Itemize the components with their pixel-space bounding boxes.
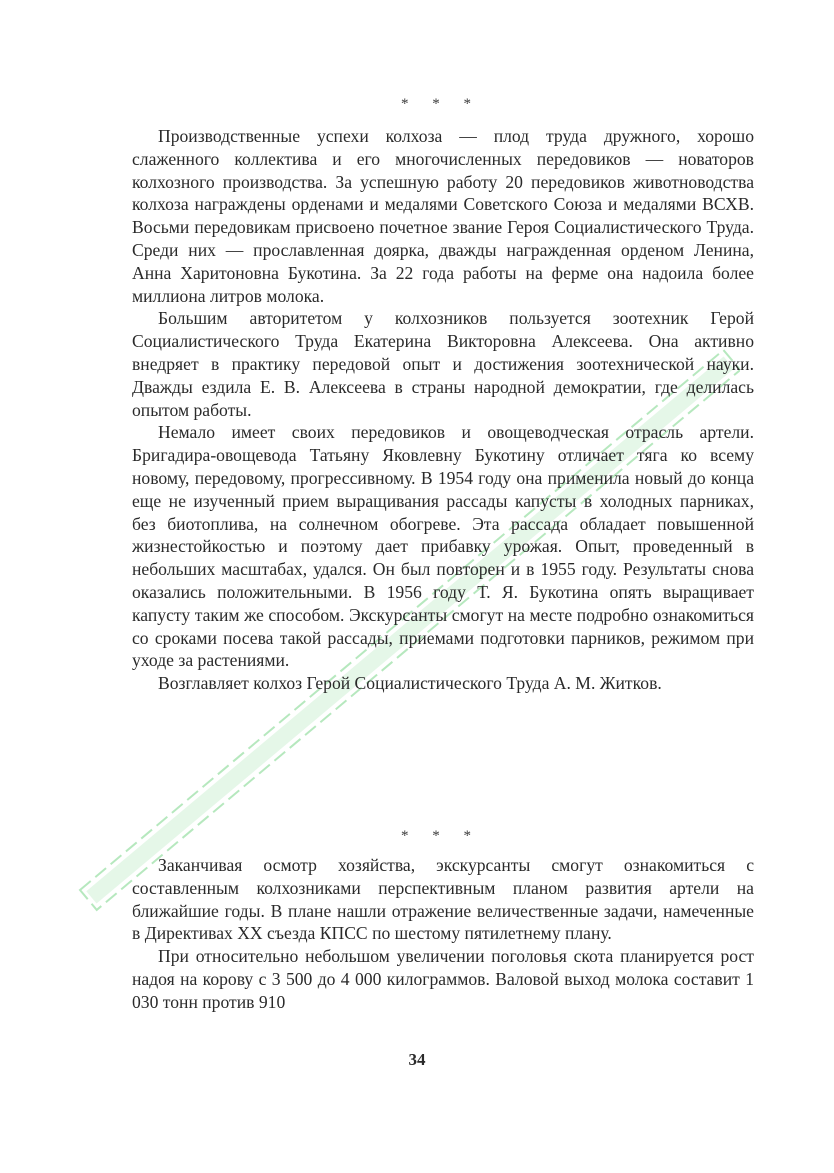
text-block-2 (132, 854, 754, 1014)
paragraph: Возглавляет колхоз Герой Социалистического Труда А. М. Житков. (158, 673, 662, 694)
paragraph: При относительно небольшом увеличении поголовья скота планируется рост надоя на корову с 3 500 до 4 000 килограммов. Валовой выход молока составит 1 030 тонн против 910 (132, 946, 754, 1012)
page-number: 34 (408, 1050, 426, 1069)
paragraph: Заканчивая осмотр хозяйства, экскурсанты смогут ознакомиться с составленным колхозниками перспективным планом развития артели на ближайшие годы. В плане нашли отражение величественные задачи, намеченные в Директивах XX съезда КПСС по шестому пятилетнему плану. (132, 855, 754, 944)
paragraph: Большим авторитетом у колхозников пользуется зоотехник Герой Социалистического Труда Екатерина Викторовна Алексеева. Она активно внедряет в практику передовой опыт и достижения зоотехнической науки. Дважды ездила Е. В. Алексеева в страны народной демократии, где делилась опытом работы. (132, 308, 754, 420)
paragraph: Немало имеет своих передовиков и овощеводческая отрасль артели. Бригадира-овощевода Татьяну Яковлевну Букотину отличает тяга ко всему новому, передовому, прогрессивному. В 1954 году она применила новый до конца еще не изученный прием выращивания рассады капусты в холодных парниках, без биотоплива, на солнечном обогреве. Эта рассада обладает повышенной жизнестойкостью и поэтому дает прибавку урожая. Опыт, проведенный в небольших масштабах, удался. Он был повторен и в 1955 году. Результаты снова оказались положительными. В 1956 году Т. Я. Букотина опять выращивает капусту таким же способом. Экскурсанты смогут на месте подробно ознакомиться со сроками посева такой рассады, приемами подготовки парников, режимом при уходе за растениями. (132, 422, 754, 671)
text-block-1 (132, 125, 754, 695)
paragraph: Производственные успехи колхоза — плод труда дружного, хорошо слаженного коллектива и его многочисленных передовиков — новаторов колхозного производства. За успешную работу 20 передовиков животноводства колхоза награждены орденами и медалями Советского Союза и медалями ВСХВ. Восьми передовикам присвоено почетное звание Героя Социалистического Труда. Среди них — прославленная доярка, дважды награжденная орденом Ленина, Анна Харитоновна Букотина. За 22 года работы на ферме она надоила более миллиона литров молока. (132, 126, 754, 306)
section-separator-top: * * * (401, 96, 481, 112)
section-separator-mid: * * * (401, 828, 481, 844)
